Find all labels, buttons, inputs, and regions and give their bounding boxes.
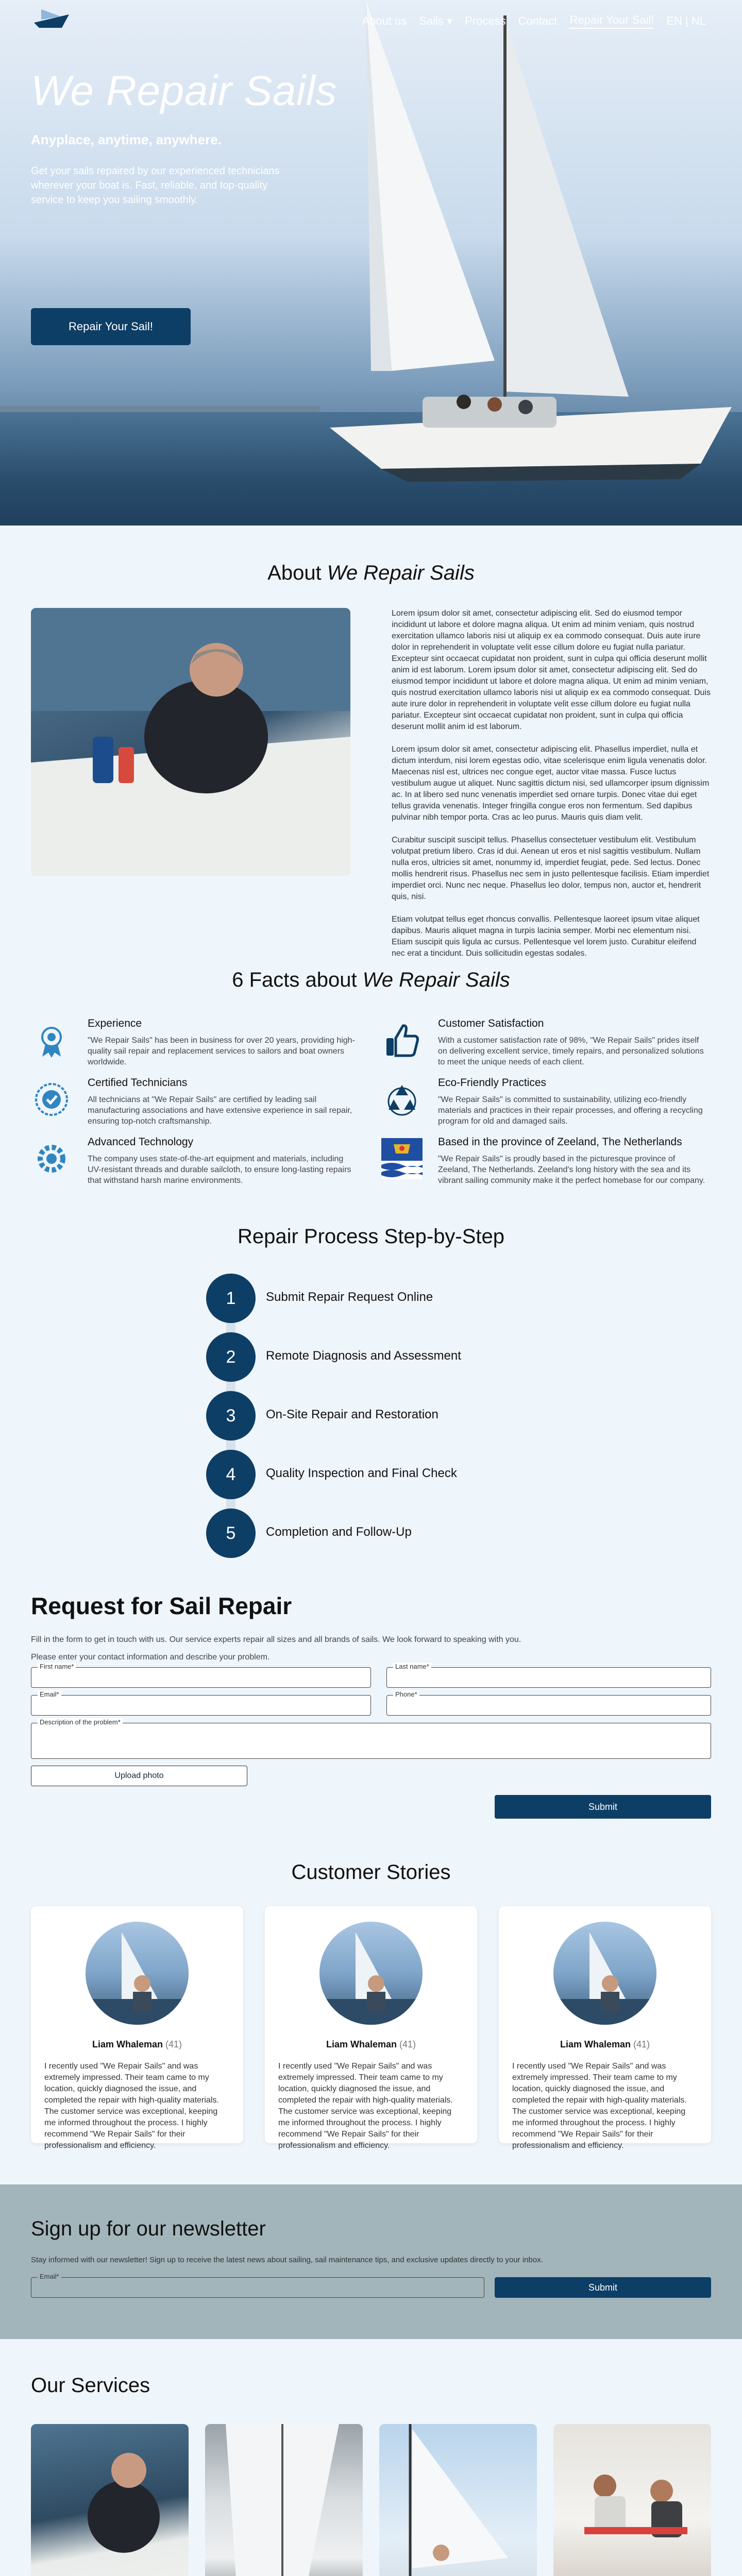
step-label: Remote Diagnosis and Assessment: [266, 1349, 461, 1363]
avatar: [86, 1922, 189, 2025]
about-paragraph-3: Curabitur suscipit suscipit tellus. Phasellus consectetuer vestibulum elit. Vestibulum volutpat pretium libero. Cras id dui. Aenean ut eros et nisl sagittis vestibulum. Nullam nulla eros, ultricies sit amet, nonummy id, imperdiet feugiat, pede. Sed lectus. Donec mollis hendrerit risus. Phasellus nec sem in justo pellentesque facilisis. Etiam imperdiet imperdiet orci. Nunc nec neque. Phasellus leo dolor, tempus non, auctor et, hendrerit quis, nisi.: [392, 836, 710, 901]
fact-title: Eco-Friendly Practices: [438, 1077, 547, 1089]
customer-photo: [86, 1922, 189, 2025]
services-title: Our Services: [31, 2374, 150, 2397]
certificate-icon: [31, 1079, 72, 1120]
newsletter-email-label: Email*: [38, 2273, 61, 2280]
step-number: 4: [206, 1450, 256, 1499]
story-card: [31, 1906, 243, 2150]
nav-contact[interactable]: Contact: [518, 14, 558, 27]
email-label: Email*: [38, 1690, 61, 1698]
step-number: 3: [206, 1391, 256, 1440]
service-image: [31, 2424, 189, 2576]
process-step: [206, 1274, 567, 1323]
story-card: [265, 1906, 477, 2150]
story-name: [265, 2039, 477, 2050]
story-name: [499, 2039, 711, 2050]
newsletter-email-field[interactable]: [31, 2273, 484, 2298]
service-card-inspection[interactable]: [379, 2424, 537, 2576]
service-image: [205, 2424, 363, 2576]
hero-cta-button[interactable]: Repair Your Sail!: [31, 308, 191, 345]
first-name-label: First name*: [38, 1663, 76, 1670]
gear-icon: [31, 1138, 72, 1179]
story-name-text: Liam Whaleman: [326, 2039, 397, 2049]
about-title-em: We Repair Sails: [327, 562, 475, 584]
step-number: 2: [206, 1332, 256, 1382]
step-number: 5: [206, 1509, 256, 1558]
service-card-repair[interactable]: [31, 2424, 189, 2576]
hero-title: We Repair Sails: [31, 67, 337, 114]
service-card-emergency[interactable]: [553, 2424, 711, 2576]
description-field[interactable]: [31, 1718, 711, 1759]
form-title: Request for Sail Repair: [31, 1592, 292, 1619]
story-name-text: Liam Whaleman: [560, 2039, 631, 2049]
zeeland-flag-icon: [381, 1138, 423, 1179]
service-image: [379, 2424, 537, 2576]
fact-title: Experience: [88, 1018, 142, 1029]
newsletter-title: Sign up for our newsletter: [31, 2217, 266, 2240]
language-switch[interactable]: EN | NL: [666, 14, 706, 27]
story-text: I recently used "We Repair Sails" and was extremely impressed. Their team came to my location, quickly diagnosed the issue, and completed the repair with high-quality materials. The customer service was exceptional, keeping me informed throughout the process. I highly recommend "We Repair Sails" for their professionalism and efficiency.: [44, 2062, 219, 2150]
form-intro: Fill in the form to get in touch with us. Our service experts repair all sizes and all brands of sails. We look forward to speaking with you.: [31, 1635, 521, 1644]
process-step: [206, 1450, 567, 1499]
first-name-field[interactable]: [31, 1663, 371, 1688]
award-icon: [31, 1020, 72, 1061]
fact-text: The company uses state-of-the-art equipment and materials, including UV-resistant threads and durable sailcloth, to ensure long-lasting repairs that withstand harsh marine environments.: [88, 1155, 351, 1185]
sailboat-image: [309, 0, 742, 515]
fact-text: "We Repair Sails" is committed to sustainability, utilizing eco-friendly materials and practices in their repair processes, and offering a recycling program for old and damaged sails.: [438, 1095, 703, 1126]
phone-label: Phone*: [393, 1690, 419, 1698]
step-label: Completion and Follow-Up: [266, 1525, 412, 1539]
story-text: I recently used "We Repair Sails" and was extremely impressed. Their team came to my location, quickly diagnosed the issue, and completed the repair with high-quality materials. The customer service was exceptional, keeping me informed throughout the process. I highly recommend "We Repair Sails" for their professionalism and efficiency.: [512, 2062, 687, 2150]
process-title: Repair Process Step-by-Step: [237, 1225, 504, 1248]
story-age: (41): [165, 2039, 182, 2049]
story-age: (41): [399, 2039, 416, 2049]
last-name-field[interactable]: [386, 1663, 711, 1688]
service-image: [553, 2424, 711, 2576]
story-name: [31, 2039, 243, 2050]
stories-title: Customer Stories: [291, 1861, 451, 1884]
hero: [0, 0, 742, 526]
story-text: I recently used "We Repair Sails" and was extremely impressed. Their team came to my location, quickly diagnosed the issue, and completed the repair with high-quality materials. The customer service was exceptional, keeping me informed throughout the process. I highly recommend "We Repair Sails" for their professionalism and efficiency.: [278, 2062, 453, 2150]
customer-photo: [319, 1922, 423, 2025]
story-age: (41): [633, 2039, 650, 2049]
form-hint: Please enter your contact information and describe your problem.: [31, 1653, 270, 1662]
email-field[interactable]: [31, 1690, 371, 1716]
newsletter-text: Stay informed with our newsletter! Sign up to receive the latest news about sailing, sail maintenance tips, and exclusive updates directly to your inbox.: [31, 2256, 543, 2264]
fact-text: With a customer satisfaction rate of 98%, "We Repair Sails" prides itself on delivering excellent service, timely repairs, and personalized solutions to meet the unique needs of each client.: [438, 1036, 704, 1066]
process-step: [206, 1391, 567, 1440]
about-paragraph-2: Lorem ipsum dolor sit amet, consectetur adipiscing elit. Phasellus imperdiet, nulla et dictum interdum, nisi lorem egestas odio, vitae scelerisque enim ligula venenatis dolor. Maecenas nisl est, ultrices nec congue eget, auctor vitae massa. Fusce luctus vestibulum augue ut aliquet. Nunc sagittis dictum nisi, sed ullamcorper ipsum dignissim ac. In at libero sed nunc venenatis imperdiet sed ornare turpis. Donec vitae dui eget tellus gravida venenatis. Integer fringilla congue eros non fermentum. Sed dapibus pulvinar nibh tempor porta. Cras ac leo purus. Mauris quis diam velit.: [392, 745, 710, 822]
story-name-text: Liam Whaleman: [92, 2039, 163, 2049]
chevron-down-icon: ▾: [447, 14, 453, 27]
fact-text: "We Repair Sails" has been in business for over 20 years, providing high-quality sail repair and replacement services to sailors and boat owners worldwide.: [88, 1036, 355, 1066]
about-paragraph-4: Etiam volutpat tellus eget rhoncus convallis. Pellentesque laoreet ipsum vitae aliquet dapibus. Mauris aliquet magna in turpis lacinia semper. Morbi nec elementum nisi. Etiam suscipit quis ligula ac cursus. Pellentesque vel lorem justo. Curabitur eleifend nec erat a tincidunt. Duis sollicitudin egestas sodales.: [392, 915, 700, 958]
fact-title: Customer Satisfaction: [438, 1018, 544, 1029]
logo-icon[interactable]: [31, 7, 72, 30]
hero-description: Get your sails repaired by our experienced technicians wherever your boat is. Fast, reliable, and top-quality service to keep you sailing smoothly.: [31, 165, 280, 206]
fact-title: Certified Technicians: [88, 1077, 188, 1089]
facts-title: [0, 969, 742, 992]
story-card: [499, 1906, 711, 2150]
recycle-icon: [381, 1079, 423, 1120]
sailmaker-illustration: [31, 608, 350, 876]
last-name-label: Last name*: [393, 1663, 431, 1670]
fact-title: Based in the province of Zeeland, The Netherlands: [438, 1136, 682, 1148]
nav-sails[interactable]: [419, 14, 452, 28]
about-title-prefix: About: [267, 562, 327, 584]
facts-title-em: We Repair Sails: [362, 969, 510, 991]
step-label: Quality Inspection and Final Check: [266, 1466, 457, 1480]
avatar: [319, 1922, 423, 2025]
nav-repair[interactable]: Repair Your Sail!: [569, 13, 654, 29]
avatar: [553, 1922, 656, 2025]
step-label: On-Site Repair and Restoration: [266, 1408, 439, 1421]
step-label: Submit Repair Request Online: [266, 1290, 433, 1304]
newsletter-submit-button[interactable]: Submit: [495, 2277, 711, 2298]
fact-text: "We Repair Sails" is proudly based in the picturesque province of Zeeland, The Netherlands. Zeeland's long history with the sea and its vibrant sailing community make it the perfect homebase for our company.: [438, 1155, 705, 1185]
service-card-replacement[interactable]: [205, 2424, 363, 2576]
nav-process[interactable]: Process: [465, 14, 506, 27]
facts-title-prefix: 6 Facts about: [232, 969, 363, 991]
process-step: [206, 1509, 567, 1558]
fact-text: All technicians at "We Repair Sails" are certified by leading sail manufacturing associations and have extensive experience in sail repair, ensuring top-notch craftsmanship.: [88, 1095, 352, 1126]
customer-photo: [553, 1922, 656, 2025]
process-step: [206, 1332, 567, 1382]
fact-title: Advanced Technology: [88, 1136, 194, 1148]
step-number: 1: [206, 1274, 256, 1323]
description-label: Description of the problem*: [38, 1718, 123, 1726]
about-title: [0, 562, 742, 585]
about-image: [31, 608, 350, 876]
hero-subtitle: Anyplace, anytime, anywhere.: [31, 132, 222, 147]
form-submit-button[interactable]: Submit: [495, 1795, 711, 1819]
about-text: [392, 608, 711, 971]
phone-field[interactable]: [386, 1690, 711, 1716]
newsletter-section: [0, 2184, 742, 2339]
thumbs-up-icon: [381, 1020, 423, 1061]
main-nav: [362, 13, 706, 29]
nav-about[interactable]: About us: [362, 14, 407, 27]
about-paragraph-1: Lorem ipsum dolor sit amet, consectetur adipiscing elit. Sed do eiusmod tempor incididunt ut labore et dolore magna aliqua. Ut enim ad minim veniam, quis nostrud exercitation ullamco laboris nisi ut aliquip ex ea commodo consequat. Duis aute irure dolor in reprehenderit in voluptate velit esse cillum dolore eu fugiat nulla pariatur. Excepteur sint occaecat cupidatat non proident, sunt in culpa qui officia deserunt mollit anim id est laborum. Lorem ipsum dolor sit amet, consectetur adipiscing elit. Sed do eiusmod tempor incididunt ut labore et dolore magna aliqua. Ut enim ad minim veniam, quis nostrud exercitation ullamco laboris nisi ut aliquip ex ea commodo consequat. Duis aute irure dolor in reprehenderit in voluptate velit esse cillum dolore eu fugiat nulla pariatur. Excepteur sint occaecat cupidatat non proident, sunt in culpa qui officia deserunt mollit anim id est laborum.: [392, 609, 711, 731]
nav-sails-label: Sails: [419, 14, 444, 27]
upload-photo-button[interactable]: Upload photo: [31, 1766, 247, 1786]
